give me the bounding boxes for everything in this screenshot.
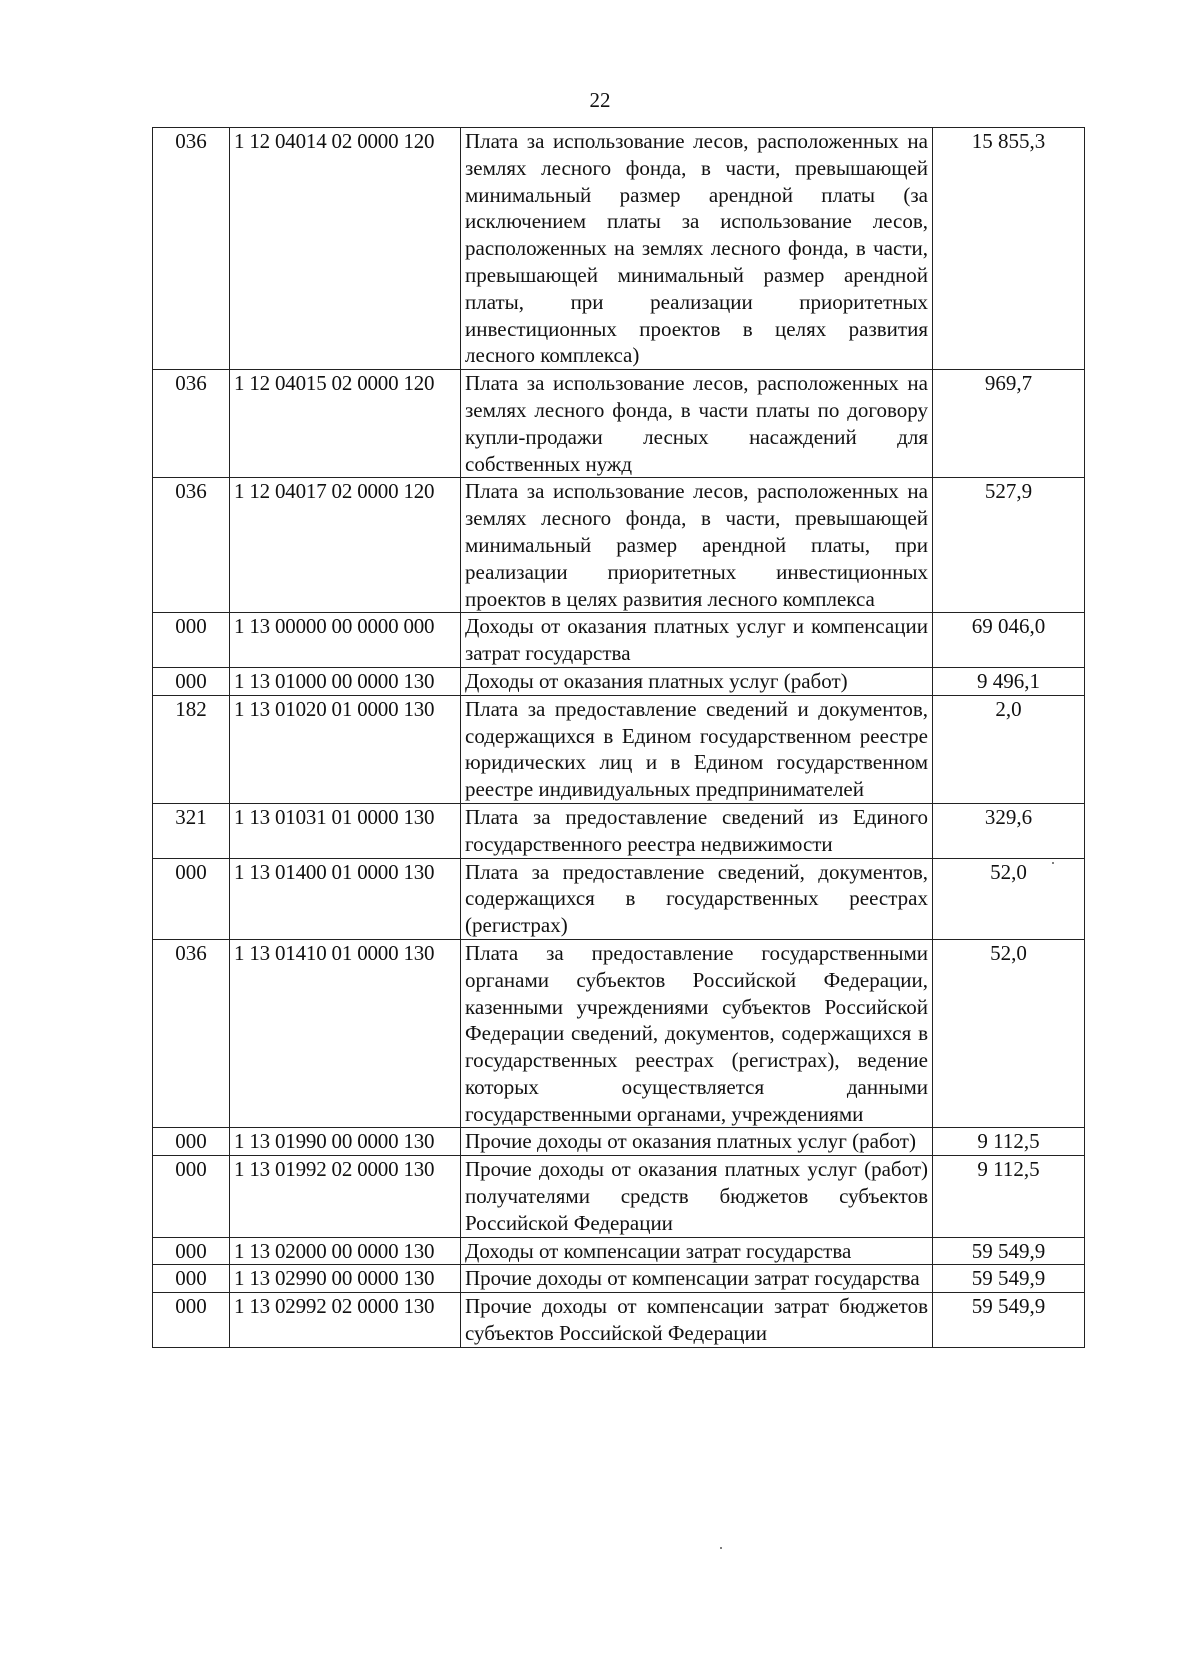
admin-code-cell: 000 — [153, 1293, 230, 1348]
amount-cell: 69 046,0 — [933, 613, 1085, 668]
description-cell: Прочие доходы от оказания платных услуг (работ) получателями средств бюджетов субъектов Российской Федерации — [461, 1156, 933, 1237]
table-row — [153, 478, 1085, 613]
admin-code-cell: 000 — [153, 1265, 230, 1293]
description-cell: Доходы от компенсации затрат государства — [461, 1237, 933, 1265]
budget-code-cell: 1 12 04015 02 0000 120 — [230, 370, 461, 478]
description-cell: Плата за предоставление государственными органами субъектов Российской Федерации, казенными учреждениями субъектов Российской Федерации сведений, документов, содержащихся в государственных реестрах (регистрах), ведение которых осуществляется данными государственными органами, учреждениями — [461, 939, 933, 1128]
amount-cell: 2,0 — [933, 695, 1085, 803]
amount-cell: 329,6 — [933, 803, 1085, 858]
admin-code-cell: 036 — [153, 478, 230, 613]
budget-code-cell: 1 12 04017 02 0000 120 — [230, 478, 461, 613]
table-row — [153, 667, 1085, 695]
description-cell: Прочие доходы от компенсации затрат государства — [461, 1265, 933, 1293]
scan-speck — [720, 1547, 722, 1549]
amount-cell: 527,9 — [933, 478, 1085, 613]
budget-code-cell: 1 12 04014 02 0000 120 — [230, 128, 461, 370]
budget-revenue-table — [152, 127, 1085, 1348]
table-row — [153, 1293, 1085, 1348]
amount-cell: 9 496,1 — [933, 667, 1085, 695]
description-cell: Плата за предоставление сведений из Единого государственного реестра недвижимости — [461, 803, 933, 858]
description-cell: Прочие доходы от оказания платных услуг (работ) — [461, 1128, 933, 1156]
table-row — [153, 1128, 1085, 1156]
budget-code-cell: 1 13 02000 00 0000 130 — [230, 1237, 461, 1265]
table-row — [153, 370, 1085, 478]
admin-code-cell: 321 — [153, 803, 230, 858]
description-cell: Плата за использование лесов, расположенных на землях лесного фонда, в части, превышающей минимальный размер арендной платы, при реализации приоритетных инвестиционных проектов в целях развития лесного комплекса — [461, 478, 933, 613]
table-row — [153, 695, 1085, 803]
amount-cell: 52,0 — [933, 939, 1085, 1128]
admin-code-cell: 182 — [153, 695, 230, 803]
table-row — [153, 1265, 1085, 1293]
amount-cell: 969,7 — [933, 370, 1085, 478]
admin-code-cell: 000 — [153, 1237, 230, 1265]
admin-code-cell: 000 — [153, 613, 230, 668]
page-number: 22 — [589, 88, 611, 112]
amount-cell: 15 855,3 — [933, 128, 1085, 370]
budget-code-cell: 1 13 01990 00 0000 130 — [230, 1128, 461, 1156]
admin-code-cell: 000 — [153, 858, 230, 939]
amount-cell: 52,0 — [933, 858, 1085, 939]
amount-cell: 59 549,9 — [933, 1237, 1085, 1265]
budget-code-cell: 1 13 01410 01 0000 130 — [230, 939, 461, 1128]
amount-cell: 59 549,9 — [933, 1265, 1085, 1293]
table-row — [153, 613, 1085, 668]
budget-code-cell: 1 13 01992 02 0000 130 — [230, 1156, 461, 1237]
budget-code-cell: 1 13 01031 01 0000 130 — [230, 803, 461, 858]
budget-code-cell: 1 13 01400 01 0000 130 — [230, 858, 461, 939]
table-row — [153, 1156, 1085, 1237]
admin-code-cell: 036 — [153, 128, 230, 370]
budget-code-cell: 1 13 00000 00 0000 000 — [230, 613, 461, 668]
description-cell: Плата за предоставление сведений, документов, содержащихся в государственных реестрах (регистрах) — [461, 858, 933, 939]
scan-speck — [1052, 862, 1054, 864]
admin-code-cell: 000 — [153, 1156, 230, 1237]
table-row — [153, 128, 1085, 370]
budget-code-cell: 1 13 01000 00 0000 130 — [230, 667, 461, 695]
budget-code-cell: 1 13 01020 01 0000 130 — [230, 695, 461, 803]
amount-cell: 9 112,5 — [933, 1156, 1085, 1237]
table-row — [153, 1237, 1085, 1265]
admin-code-cell: 036 — [153, 939, 230, 1128]
amount-cell: 59 549,9 — [933, 1293, 1085, 1348]
budget-code-cell: 1 13 02992 02 0000 130 — [230, 1293, 461, 1348]
description-cell: Плата за предоставление сведений и документов, содержащихся в Едином государственном реестре юридических лиц и в Едином государственном реестре индивидуальных предпринимателей — [461, 695, 933, 803]
description-cell: Плата за использование лесов, расположенных на землях лесного фонда, в части платы по договору купли-продажи лесных насаждений для собственных нужд — [461, 370, 933, 478]
table-row — [153, 939, 1085, 1128]
table-row — [153, 858, 1085, 939]
table-row — [153, 803, 1085, 858]
description-cell: Прочие доходы от компенсации затрат бюджетов субъектов Российской Федерации — [461, 1293, 933, 1348]
admin-code-cell: 000 — [153, 667, 230, 695]
admin-code-cell: 036 — [153, 370, 230, 478]
description-cell: Доходы от оказания платных услуг и компенсации затрат государства — [461, 613, 933, 668]
admin-code-cell: 000 — [153, 1128, 230, 1156]
description-cell: Доходы от оказания платных услуг (работ) — [461, 667, 933, 695]
description-cell: Плата за использование лесов, расположенных на землях лесного фонда, в части, превышающей минимальный размер арендной платы (за исключением платы за использование лесов, расположенных на землях лесного фонда, в части, превышающей минимальный размер арендной платы, при реализации приоритетных инвестиционных проектов в целях развития лесного комплекса) — [461, 128, 933, 370]
budget-code-cell: 1 13 02990 00 0000 130 — [230, 1265, 461, 1293]
amount-cell: 9 112,5 — [933, 1128, 1085, 1156]
